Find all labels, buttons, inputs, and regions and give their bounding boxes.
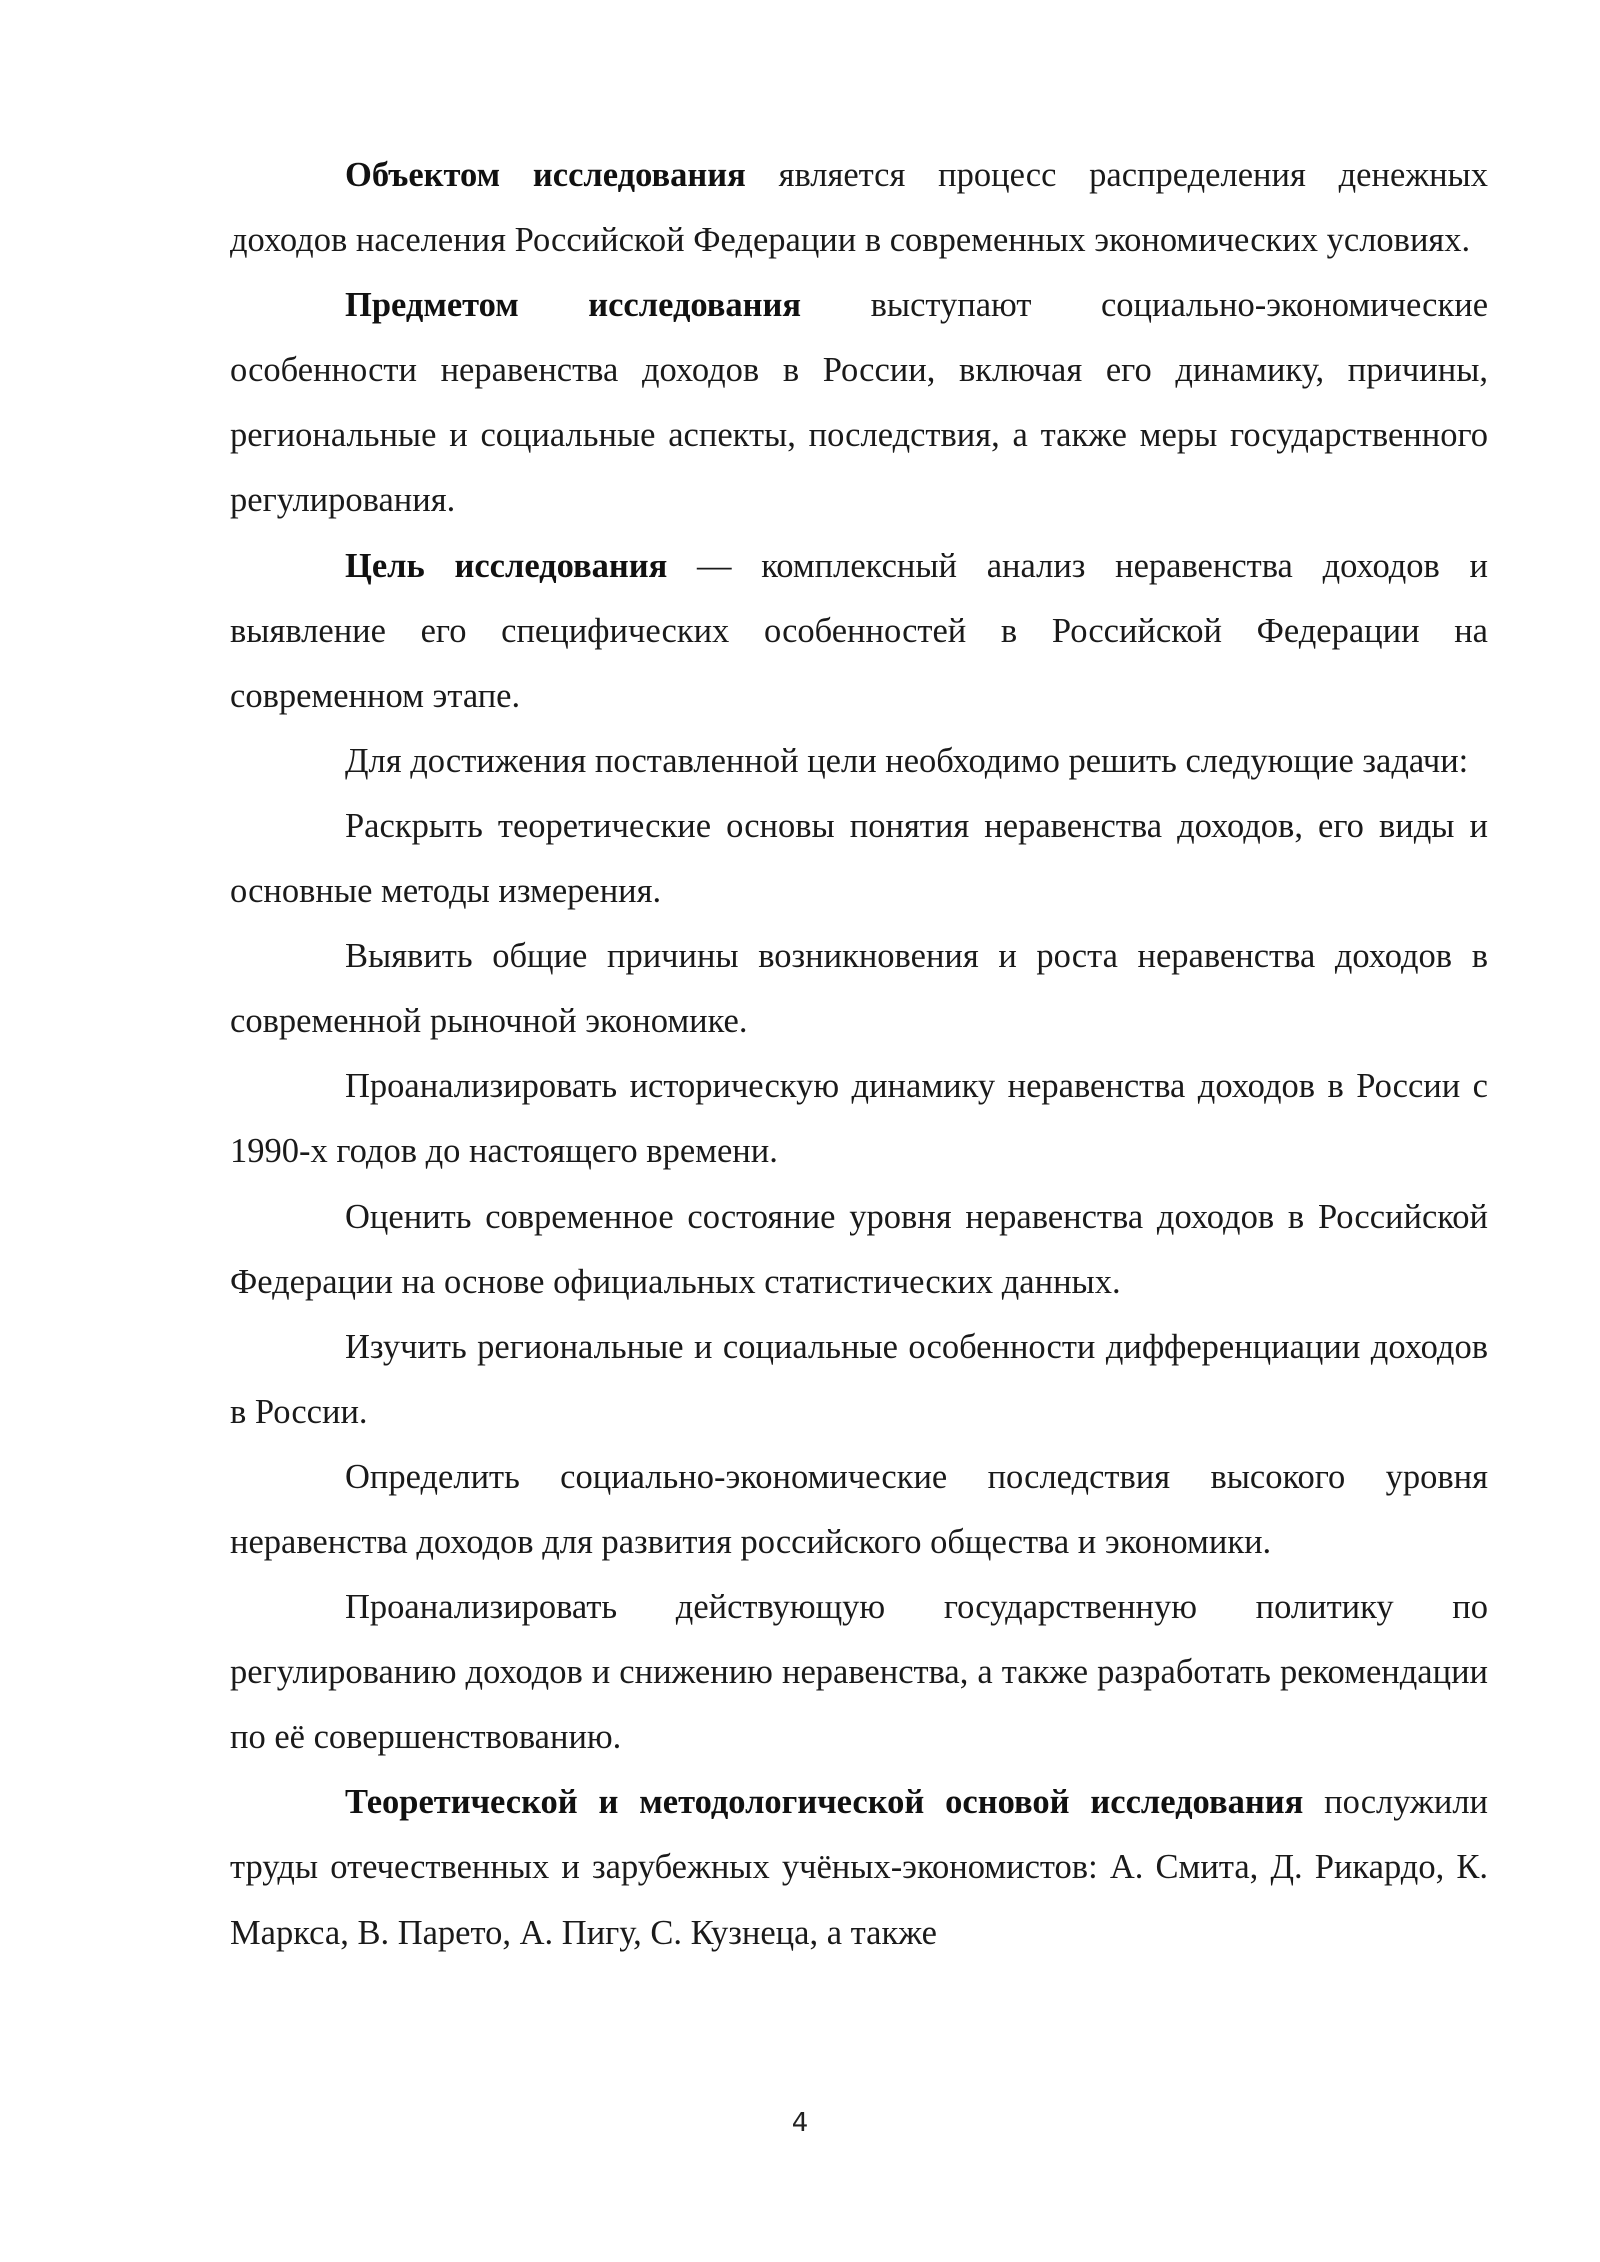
paragraph-methodology — [230, 1770, 1488, 1965]
paragraph-task-3 — [230, 1054, 1488, 1184]
paragraph-text: Для достижения поставленной цели необходимо решить следующие задачи: — [345, 741, 1469, 780]
paragraph-object — [230, 143, 1488, 273]
paragraph-lead: Теоретической и методологической основой исследования — [345, 1783, 1304, 1822]
paragraph-goal — [230, 534, 1488, 729]
paragraph-text: Изучить региональные и социальные особенности дифференциации доходов в России. — [230, 1327, 1488, 1431]
paragraph-task-1 — [230, 794, 1488, 924]
paragraph-text: Оценить современное состояние уровня неравенства доходов в Российской Федерации на основе официальных статистических данных. — [230, 1197, 1488, 1301]
paragraph-text: выступают социально-экономические особенности неравенства доходов в России, включая его динамику, причины, региональные и социальные аспекты, последствия, а также меры государственного регулирования. — [230, 286, 1489, 520]
paragraph-tasks-intro — [230, 729, 1488, 794]
paragraph-lead: Цель исследования — [345, 546, 668, 585]
paragraph-task-7 — [230, 1575, 1488, 1770]
paragraph-text: — комплексный анализ неравенства доходов и выявление его специфических особенностей в Российской Федерации на современном этапе. — [230, 546, 1488, 715]
paragraph-text: Проанализировать историческую динамику неравенства доходов в России с 1990-х годов до настоящего времени. — [230, 1067, 1488, 1171]
paragraph-task-4 — [230, 1185, 1488, 1315]
paragraph-text: Раскрыть теоретические основы понятия неравенства доходов, его виды и основные методы измерения. — [230, 806, 1488, 911]
page-number: 4 — [791, 2108, 809, 2138]
paragraph-lead: Предметом исследования — [345, 286, 802, 325]
paragraph-lead: Объектом исследования — [345, 156, 746, 194]
paragraph-task-2 — [230, 924, 1488, 1054]
document-body — [230, 143, 1488, 1966]
paragraph-task-5 — [230, 1315, 1488, 1445]
paragraph-task-6 — [230, 1445, 1488, 1575]
paragraph-subject — [230, 273, 1488, 533]
paragraph-text: Выявить общие причины возникновения и роста неравенства доходов в современной рыночной экономике. — [230, 937, 1488, 1041]
paragraph-text: послужили труды отечественных и зарубежных учёных-экономистов: А. Смита, Д. Рикардо, К. Маркса, В. Парето, А. Пигу, С. Кузнеца, а также — [230, 1783, 1488, 1952]
paragraph-text: Проанализировать действующую государственную политику по регулированию доходов и снижению неравенства, а также разработать рекомендации по её совершенствованию. — [230, 1588, 1488, 1757]
paragraph-text: является процесс распределения денежных доходов населения Российской Федерации в современных экономических условиях. — [230, 156, 1488, 260]
paragraph-text: Определить социально-экономические последствия высокого уровня неравенства доходов для развития российского общества и экономики. — [230, 1457, 1488, 1561]
